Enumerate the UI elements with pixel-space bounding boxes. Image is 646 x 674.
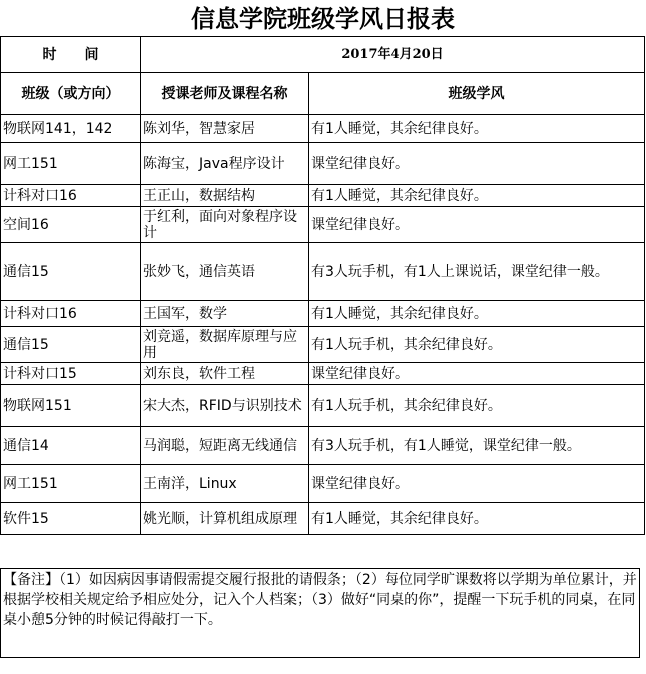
teacher-course-cell: 姚光顺，计算机组成原理 bbox=[141, 503, 309, 535]
class-style-cell: 课堂纪律良好。 bbox=[309, 143, 645, 185]
teacher-course-cell: 陈海宝，Java程序设计 bbox=[141, 143, 309, 185]
class-cell: 通信15 bbox=[1, 327, 141, 363]
table-row bbox=[1, 427, 645, 465]
class-style-cell: 有1人睡觉，其余纪律良好。 bbox=[309, 185, 645, 207]
class-cell: 计科对口15 bbox=[1, 363, 141, 385]
class-cell: 网工151 bbox=[1, 143, 141, 185]
teacher-course-cell: 王南洋，Linux bbox=[141, 465, 309, 503]
class-style-cell: 有3人玩手机，有1人睡觉，课堂纪律一般。 bbox=[309, 427, 645, 465]
remarks-note: 【备注】（1）如因病因事请假需提交履行报批的请假条；（2）每位同学旷课数将以学期为单位累计，并根据学校相关规定给予相应处分，记入个人档案；（3）做好“同桌的你”，提醒一下玩手机的同桌，在同桌小憩5分钟的时候记得敲打一下。 bbox=[0, 568, 640, 658]
class-style-cell: 有1人睡觉，其余纪律良好。 bbox=[309, 115, 645, 143]
class-style-cell: 课堂纪律良好。 bbox=[309, 363, 645, 385]
class-style-cell: 课堂纪律良好。 bbox=[309, 207, 645, 243]
class-cell: 通信14 bbox=[1, 427, 141, 465]
table-row bbox=[1, 185, 645, 207]
table-row bbox=[1, 363, 645, 385]
class-cell: 通信15 bbox=[1, 243, 141, 301]
table-row bbox=[1, 243, 645, 301]
class-cell: 空间16 bbox=[1, 207, 141, 243]
class-cell: 计科对口16 bbox=[1, 301, 141, 327]
teacher-course-cell: 宋大杰，RFID与识别技术 bbox=[141, 385, 309, 427]
table-row bbox=[1, 503, 645, 535]
class-cell: 网工151 bbox=[1, 465, 141, 503]
class-style-cell: 有1人玩手机，其余纪律良好。 bbox=[309, 327, 645, 363]
column-header-class: 班级（或方向） bbox=[1, 73, 141, 115]
report-table bbox=[0, 36, 645, 535]
teacher-course-cell: 马润聪，短距离无线通信 bbox=[141, 427, 309, 465]
class-style-cell: 有1人睡觉，其余纪律良好。 bbox=[309, 301, 645, 327]
teacher-course-cell: 于红利，面向对象程序设计 bbox=[141, 207, 309, 243]
class-style-cell: 课堂纪律良好。 bbox=[309, 465, 645, 503]
column-header-teacher: 授课老师及课程名称 bbox=[141, 73, 309, 115]
class-cell: 物联网141，142 bbox=[1, 115, 141, 143]
class-style-cell: 有1人玩手机，其余纪律良好。 bbox=[309, 385, 645, 427]
table-row bbox=[1, 385, 645, 427]
table-row bbox=[1, 143, 645, 185]
table-row bbox=[1, 115, 645, 143]
table-row bbox=[1, 327, 645, 363]
teacher-course-cell: 刘东良，软件工程 bbox=[141, 363, 309, 385]
class-cell: 物联网151 bbox=[1, 385, 141, 427]
class-style-cell: 有1人睡觉，其余纪律良好。 bbox=[309, 503, 645, 535]
class-style-cell: 有3人玩手机，有1人上课说话，课堂纪律一般。 bbox=[309, 243, 645, 301]
class-cell: 计科对口16 bbox=[1, 185, 141, 207]
report-date: 2017年4月20日 bbox=[141, 37, 645, 73]
table-row bbox=[1, 465, 645, 503]
teacher-course-cell: 王国军，数学 bbox=[141, 301, 309, 327]
column-header-style: 班级学风 bbox=[309, 73, 645, 115]
teacher-course-cell: 张妙飞，通信英语 bbox=[141, 243, 309, 301]
class-cell: 软件15 bbox=[1, 503, 141, 535]
teacher-course-cell: 刘竞遥，数据库原理与应用 bbox=[141, 327, 309, 363]
teacher-course-cell: 陈刘华，智慧家居 bbox=[141, 115, 309, 143]
report-title: 信息学院班级学风日报表 bbox=[191, 4, 455, 33]
teacher-course-cell: 王正山，数据结构 bbox=[141, 185, 309, 207]
time-label: 时间 bbox=[1, 37, 141, 73]
table-row bbox=[1, 301, 645, 327]
column-header-row bbox=[1, 73, 645, 115]
table-row bbox=[1, 207, 645, 243]
date-row bbox=[1, 37, 645, 73]
